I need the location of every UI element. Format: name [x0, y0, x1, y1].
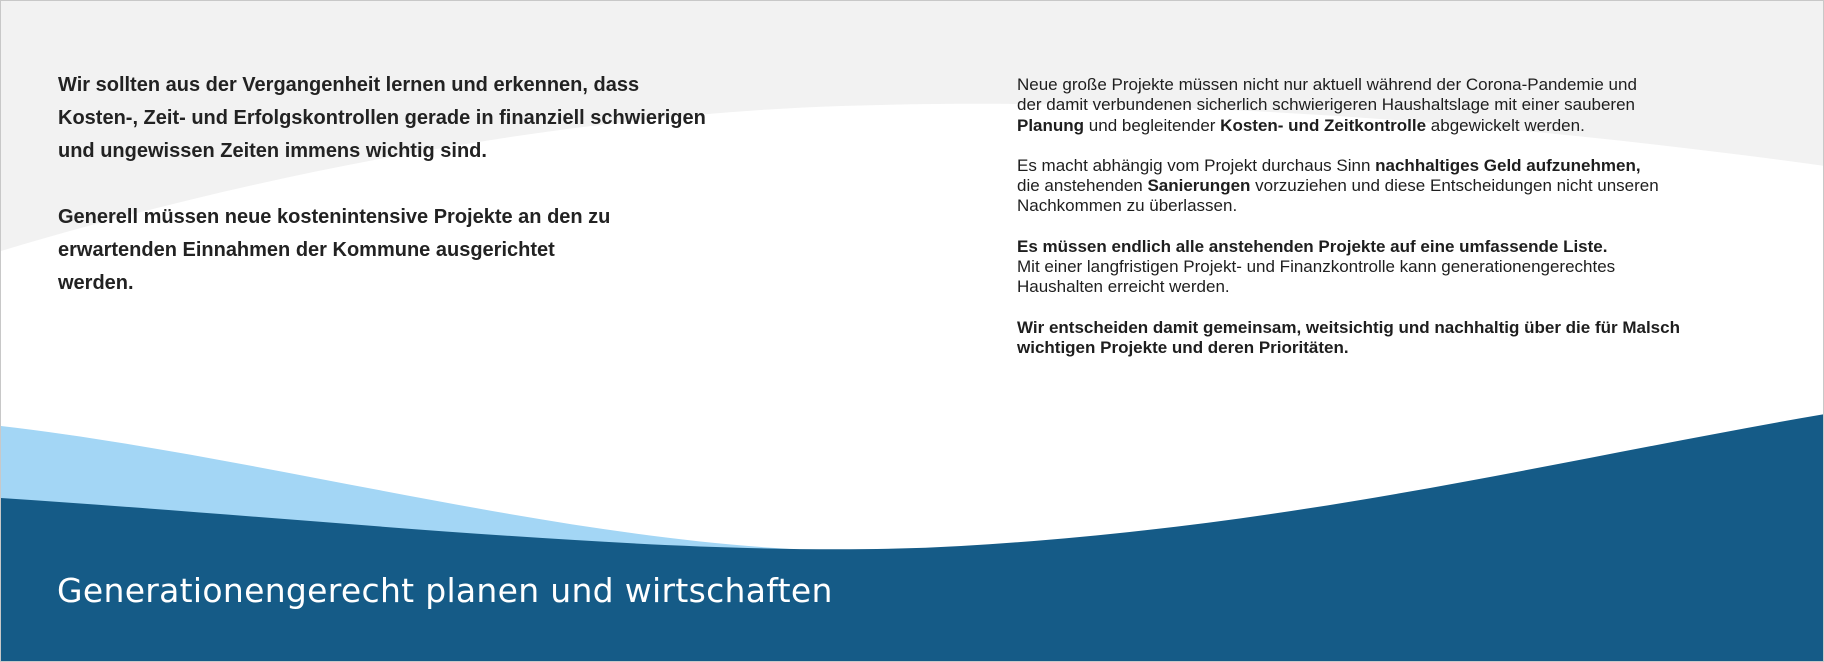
text-fragment: und begleitender — [1084, 115, 1221, 135]
bold-text: wichtigen Projekte und deren Prioritäten. — [1017, 337, 1349, 357]
bold-text: Es müssen endlich alle anstehenden Projekte auf eine umfassende Liste. — [1017, 236, 1608, 256]
text-line: Neue große Projekte müssen nicht nur aktuell während der Corona-Pandemie und — [1017, 75, 1637, 94]
bold-text: nachhaltiges Geld aufzunehmen, — [1375, 155, 1641, 175]
left-paragraph-1: Wir sollten aus der Vergangenheit lernen und erkennen, dass Kosten-, Zeit- und Erfolgskontrollen gerade in finanziell schwierigen und ungewissen Zeiten immens wichtig sind. — [58, 74, 706, 162]
right-paragraph-4 — [1017, 318, 1757, 359]
text-line: Nachkommen zu überlassen. — [1017, 196, 1238, 216]
bold-text: Sanierungen — [1147, 176, 1251, 196]
bold-text: Kosten- und Zeitkontrolle — [1220, 115, 1427, 135]
text-fragment: abgewickelt werden. — [1426, 115, 1585, 135]
text-line: Haushalten erreicht werden. — [1017, 277, 1230, 297]
right-paragraph-3 — [1017, 237, 1757, 298]
footer-title: Generationengerecht planen und wirtschaften — [57, 571, 833, 610]
bold-text: Planung — [1017, 115, 1085, 135]
text-line: der damit verbundenen sicherlich schwierigeren Haushaltslage mit einer sauberen — [1017, 95, 1636, 115]
left-paragraph-2: Generell müssen neue kostenintensive Projekte an den zu erwartenden Einnahmen der Kommune ausgerichtet werden. — [58, 206, 611, 294]
text-fragment: Es macht abhängig vom Projekt durchaus Sinn — [1017, 155, 1376, 175]
right-column — [1017, 75, 1757, 378]
dark-blue-wave — [1, 414, 1824, 662]
left-column — [58, 69, 778, 300]
text-fragment: die anstehenden — [1017, 176, 1148, 196]
text-line: Mit einer langfristigen Projekt- und Finanzkontrolle kann generationengerechtes — [1017, 257, 1616, 277]
right-paragraph-2 — [1017, 156, 1757, 217]
text-fragment: vorzuziehen und diese Entscheidungen nicht unseren — [1250, 176, 1659, 196]
right-paragraph-1 — [1017, 75, 1757, 136]
bold-text: Wir entscheiden damit gemeinsam, weitsichtig und nachhaltig über die für Malsch — [1017, 317, 1680, 337]
